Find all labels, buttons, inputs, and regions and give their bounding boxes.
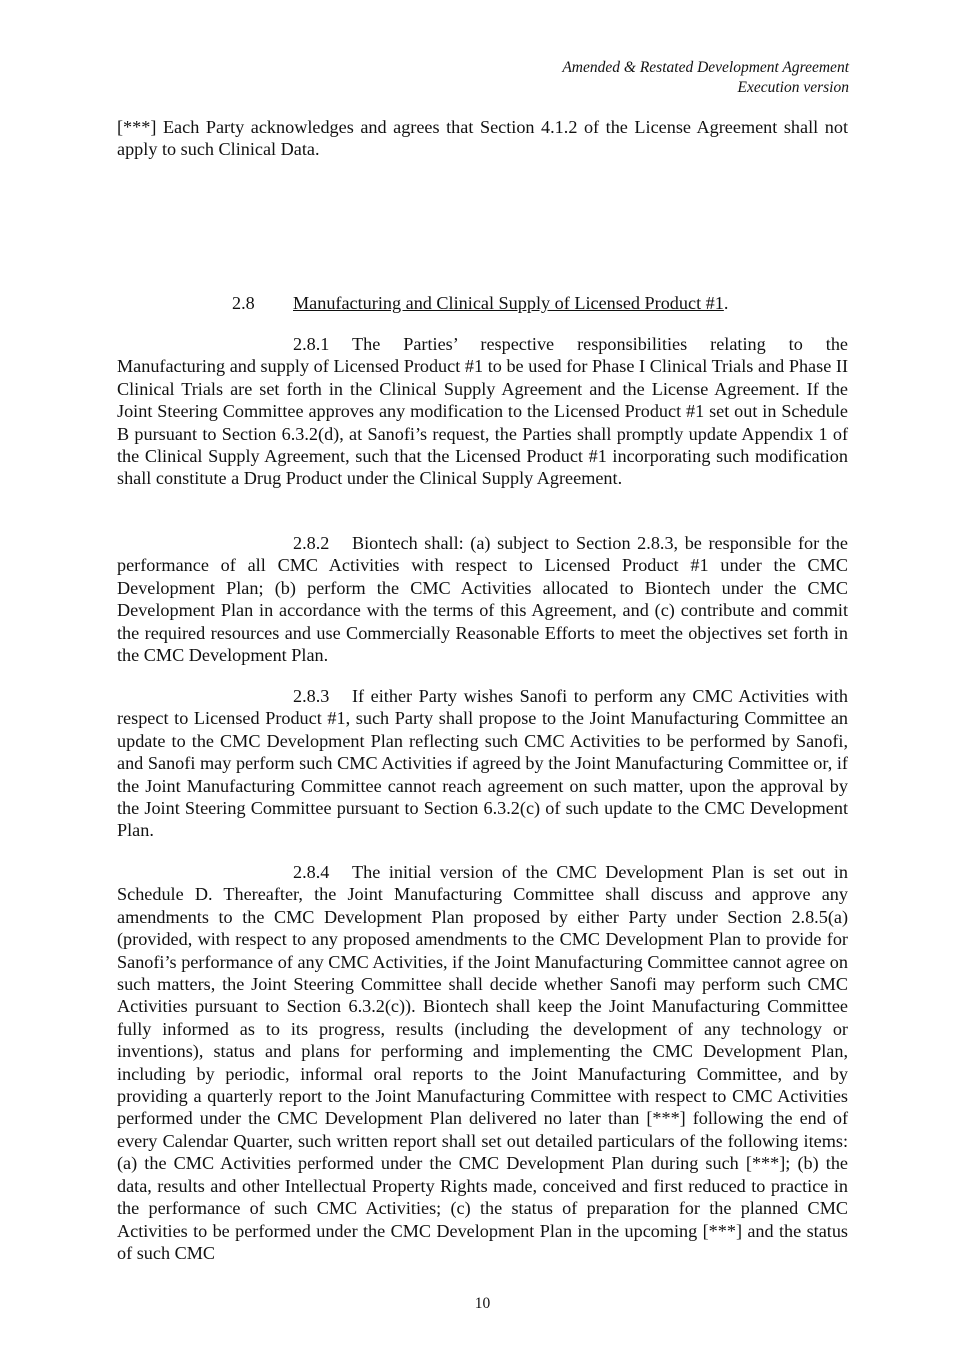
header-agreement-title: Amended & Restated Development Agreement	[562, 59, 849, 76]
section-number: 2.8	[232, 293, 255, 313]
paragraph-2-8-1	[117, 333, 848, 490]
paragraph-text: Biontech shall: (a) subject to Section 2.8.3, be responsible for the performance of all CMC Activities with respect to Licensed Product #1 under the CMC Development Plan; (b) perform the CMC Activities allocated to Biontech under the CMC Development Plan in accordance with the terms of this Agreement, and (c) contribute and commit the required resources and use Commercially Reasonable Efforts to meet the objectives set forth in the CMC Development Plan.	[117, 533, 848, 666]
paragraph-number: 2.8.2	[293, 533, 330, 553]
section-heading	[232, 292, 728, 314]
paragraph-2-8-2	[117, 532, 848, 666]
page-number: 10	[474, 1295, 491, 1312]
paragraph-number: 2.8.3	[293, 686, 330, 706]
running-header	[562, 58, 849, 98]
paragraph-2-8-3	[117, 685, 848, 842]
header-version: Execution version	[737, 79, 849, 96]
section-title: Manufacturing and Clinical Supply of Licensed Product #1	[293, 293, 724, 313]
paragraph-number: 2.8.1	[293, 334, 330, 354]
intro-paragraph: [***] Each Party acknowledges and agrees that Section 4.1.2 of the License Agreement shall not apply to such Clinical Data.	[117, 117, 848, 160]
paragraph-number: 2.8.4	[293, 862, 330, 882]
paragraph-text: The Parties’ respective responsibilities relating to the Manufacturing and supply of Licensed Product #1 to be used for Phase I Clinical Trials and Phase II Clinical Trials are set forth in the Clinical Supply Agreement and the License Agreement. If the Joint Steering Committee approves any modification to the Licensed Product #1 set out in Schedule B pursuant to Section 6.3.2(d), at Sanofi’s request, the Parties shall promptly update Appendix 1 of the Clinical Supply Agreement, such that the Licensed Product #1 incorporating such modification shall constitute a Drug Product under the Clinical Supply Agreement.	[117, 334, 848, 489]
section-title-period: .	[723, 293, 729, 313]
paragraph-text: If either Party wishes Sanofi to perform any CMC Activities with respect to Licensed Product #1, such Party shall propose to the Joint Manufacturing Committee an update to the CMC Development Plan reflecting such CMC Activities to be performed by Sanofi, and Sanofi may perform such CMC Activities if agreed by the Joint Manufacturing Committee or, if the Joint Manufacturing Committee cannot reach agreement on such matter, upon the approval by the Joint Steering Committee pursuant to Section 6.3.2(c) of such update to the CMC Development Plan.	[117, 686, 848, 841]
paragraph-2-8-4	[117, 861, 848, 1264]
paragraph-text: The initial version of the CMC Development Plan is set out in Schedule D. Thereafter, the Joint Manufacturing Committee shall discuss and approve any amendments to the CMC Development Plan proposed by either Party under Section 2.8.5(a) (provided, with respect to any proposed amendments to the CMC Development Plan to provide for Sanofi’s performance of any CMC Activities, if the Joint Manufacturing Committee cannot agree on such matters, the Joint Steering Committee shall decide whether Sanofi may perform such CMC Activities pursuant to Section 6.3.2(c)). Biontech shall keep the Joint Manufacturing Committee fully informed as to its progress, results (including the development of any technology or inventions), status and plans for performing and implementing the CMC Development Plan, including by periodic, informal oral reports to the Joint Manufacturing Committee, and by providing a quarterly report to the Joint Manufacturing Committee with respect to CMC Activities performed under the CMC Development Plan delivered no later than [***] following the end of every Calendar Quarter, such written report shall set out detailed particulars of the following items: (a) the CMC Activities performed under the CMC Development Plan during such [***]; (b) the data, results and other Intellectual Property Rights made, conceived and first reduced to practice in the performance of such CMC Activities; (c) the status of preparation for the planned CMC Activities to be performed under the CMC Development Plan in the upcoming [***] and the status of such CMC	[117, 862, 848, 1263]
